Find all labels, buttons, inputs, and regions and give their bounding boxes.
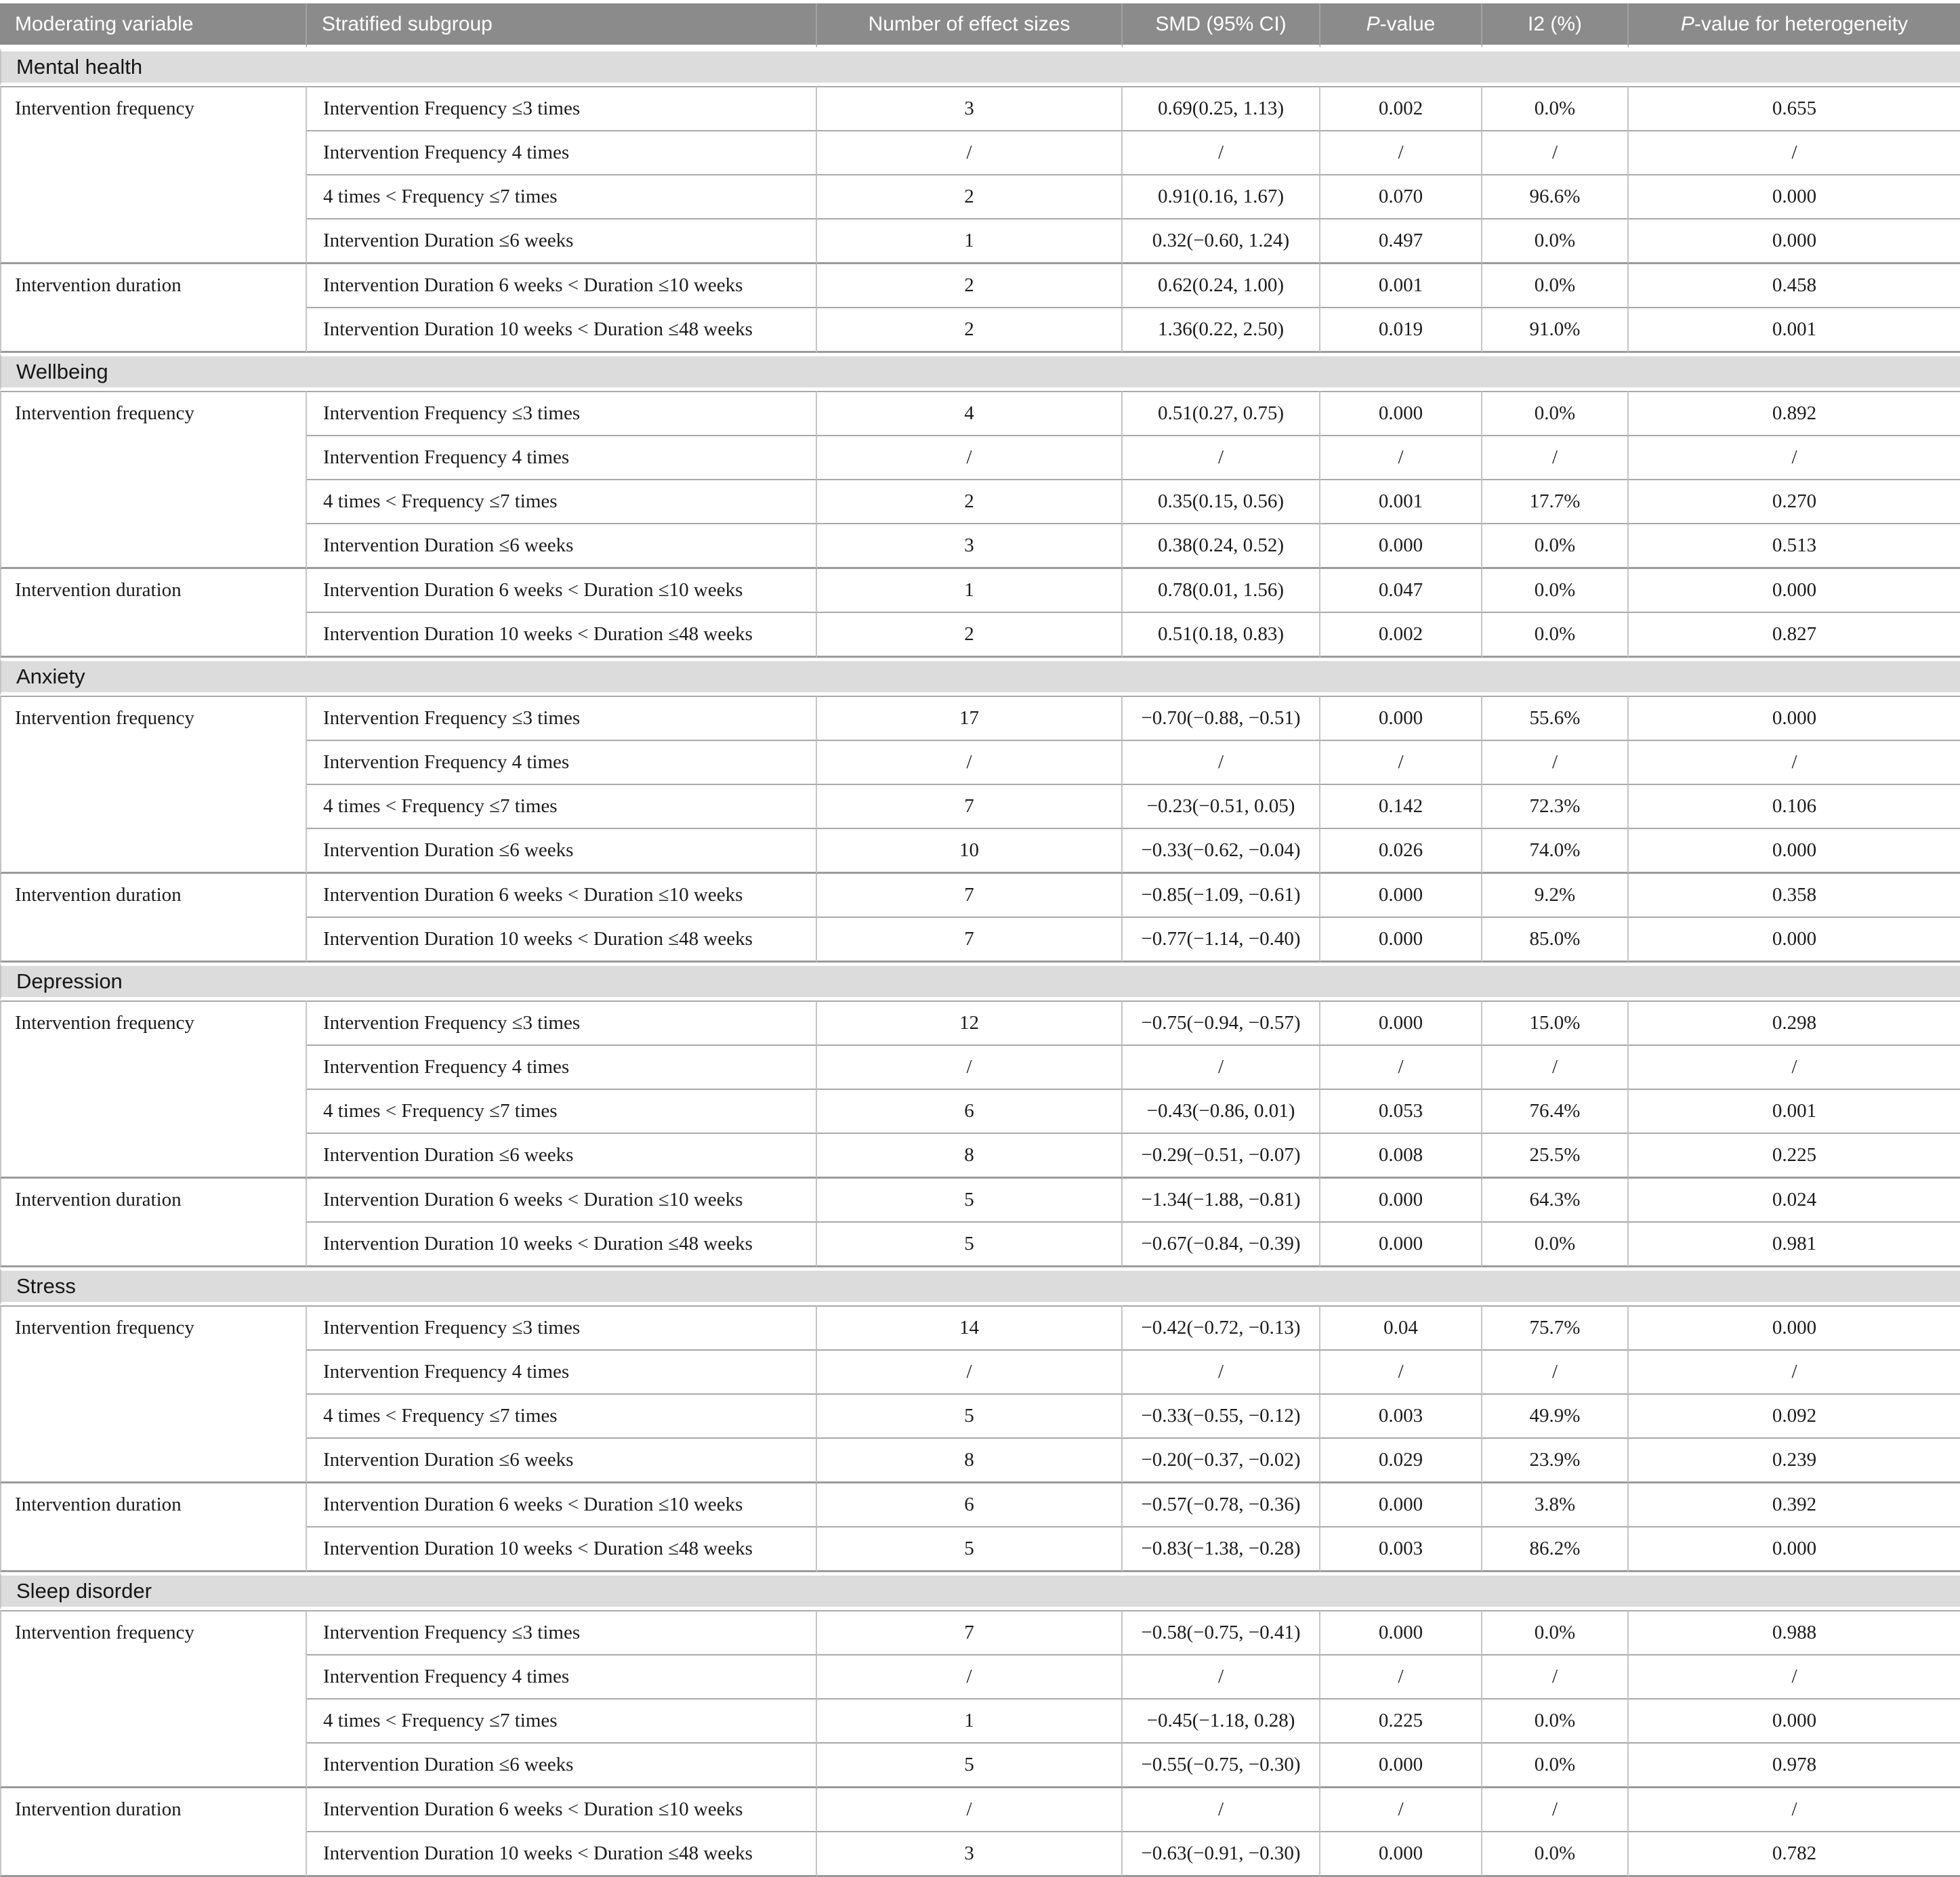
cell-i2: / [1482, 436, 1629, 480]
cell-subgroup: Intervention Duration 10 weeks < Duration ≤48 weeks [307, 1832, 817, 1877]
cell-i2: 0.0% [1482, 391, 1629, 436]
cell-i2: 76.4% [1482, 1090, 1629, 1134]
section-header: Sleep disorder [0, 1572, 1960, 1610]
cell-effect-sizes: 2 [817, 175, 1123, 219]
column-header-label: -value for heterogeneity [1694, 12, 1909, 35]
column-header-smd-95-ci [1123, 3, 1320, 48]
cell-smd: / [1123, 436, 1320, 480]
cell-smd: 0.69(0.25, 1.13) [1123, 86, 1320, 131]
section-row [0, 353, 1960, 391]
cell-i2: 0.0% [1482, 264, 1629, 308]
column-header-p-value [1320, 3, 1482, 48]
cell-subgroup: Intervention Frequency 4 times [307, 1655, 817, 1700]
cell-effect-sizes: 5 [817, 1744, 1123, 1788]
cell-subgroup: Intervention Frequency ≤3 times [307, 1305, 817, 1351]
cell-effect-sizes: / [817, 1655, 1123, 1700]
cell-p-heterogeneity: 0.239 [1629, 1439, 1960, 1483]
cell-effect-sizes: 8 [817, 1134, 1123, 1179]
cell-p-value: 0.000 [1320, 391, 1482, 436]
cell-effect-sizes: 8 [817, 1439, 1123, 1483]
cell-effect-sizes: 6 [817, 1090, 1123, 1134]
cell-subgroup: Intervention Duration 6 weeks < Duration ≤10 weeks [307, 1483, 817, 1527]
cell-subgroup: 4 times < Frequency ≤7 times [307, 1395, 817, 1439]
cell-smd: −0.57(−0.78, −0.36) [1123, 1483, 1320, 1527]
cell-p-heterogeneity: / [1629, 436, 1960, 480]
cell-subgroup: Intervention Frequency ≤3 times [307, 696, 817, 741]
cell-subgroup: Intervention Duration 10 weeks < Duration ≤48 weeks [307, 918, 817, 963]
cell-smd: −0.42(−0.72, −0.13) [1123, 1305, 1320, 1351]
cell-smd: 1.36(0.22, 2.50) [1123, 308, 1320, 353]
cell-p-heterogeneity: / [1629, 131, 1960, 175]
cell-p-heterogeneity: / [1629, 1351, 1960, 1395]
cell-subgroup: Intervention Frequency ≤3 times [307, 391, 817, 436]
cell-effect-sizes: 2 [817, 308, 1123, 353]
cell-effect-sizes: 7 [817, 874, 1123, 918]
cell-smd: / [1123, 741, 1320, 785]
cell-p-heterogeneity: 0.358 [1629, 874, 1960, 918]
table-row [0, 1483, 1960, 1527]
cell-p-heterogeneity: 0.000 [1629, 1305, 1960, 1351]
cell-i2: / [1482, 1351, 1629, 1395]
cell-smd: 0.38(0.24, 0.52) [1123, 524, 1320, 569]
cell-smd: −1.34(−1.88, −0.81) [1123, 1179, 1320, 1223]
cell-effect-sizes: 12 [817, 1000, 1123, 1046]
table-row [0, 391, 1960, 436]
cell-p-value: 0.003 [1320, 1527, 1482, 1572]
cell-i2: 0.0% [1482, 613, 1629, 658]
cell-smd: 0.32(−0.60, 1.24) [1123, 219, 1320, 264]
cell-p-heterogeneity: 0.298 [1629, 1000, 1960, 1046]
cell-p-heterogeneity: 0.092 [1629, 1395, 1960, 1439]
cell-smd: −0.33(−0.62, −0.04) [1123, 829, 1320, 874]
cell-subgroup: Intervention Frequency 4 times [307, 1046, 817, 1090]
cell-effect-sizes: 10 [817, 829, 1123, 874]
cell-smd: −0.33(−0.55, −0.12) [1123, 1395, 1320, 1439]
cell-smd: / [1123, 131, 1320, 175]
cell-subgroup: Intervention Duration 10 weeks < Duration ≤48 weeks [307, 1223, 817, 1267]
column-header-label-italic-p: P [1680, 12, 1694, 35]
cell-smd: −0.70(−0.88, −0.51) [1123, 696, 1320, 741]
cell-moderator: Intervention duration [0, 1483, 307, 1572]
section-row [0, 48, 1960, 86]
cell-smd: / [1123, 1655, 1320, 1700]
cell-effect-sizes: 14 [817, 1305, 1123, 1351]
cell-p-value: 0.000 [1320, 1483, 1482, 1527]
cell-subgroup: Intervention Frequency 4 times [307, 131, 817, 175]
cell-subgroup: Intervention Duration 6 weeks < Duration ≤10 weeks [307, 1179, 817, 1223]
table-row [0, 874, 1960, 918]
cell-smd: −0.20(−0.37, −0.02) [1123, 1439, 1320, 1483]
cell-subgroup: Intervention Duration 10 weeks < Duration ≤48 weeks [307, 308, 817, 353]
cell-p-value: 0.053 [1320, 1090, 1482, 1134]
section-header: Mental health [0, 48, 1960, 86]
cell-p-value: 0.019 [1320, 308, 1482, 353]
cell-smd: / [1123, 1788, 1320, 1832]
cell-i2: 0.0% [1482, 219, 1629, 264]
cell-subgroup: Intervention Frequency ≤3 times [307, 86, 817, 131]
cell-i2: 49.9% [1482, 1395, 1629, 1439]
cell-p-heterogeneity: 0.655 [1629, 86, 1960, 131]
cell-subgroup: Intervention Duration 6 weeks < Duration ≤10 weeks [307, 264, 817, 308]
cell-subgroup: 4 times < Frequency ≤7 times [307, 175, 817, 219]
table-row [0, 1179, 1960, 1223]
cell-effect-sizes: 3 [817, 1832, 1123, 1877]
cell-subgroup: 4 times < Frequency ≤7 times [307, 1700, 817, 1744]
cell-moderator: Intervention frequency [0, 391, 307, 569]
cell-p-value: 0.070 [1320, 175, 1482, 219]
cell-subgroup: Intervention Duration 6 weeks < Duration ≤10 weeks [307, 874, 817, 918]
cell-i2: 17.7% [1482, 480, 1629, 524]
cell-effect-sizes: 1 [817, 569, 1123, 613]
cell-p-value: / [1320, 741, 1482, 785]
cell-i2: 74.0% [1482, 829, 1629, 874]
header-row [0, 3, 1960, 48]
cell-p-value: 0.002 [1320, 613, 1482, 658]
cell-moderator: Intervention duration [0, 874, 307, 963]
table-row [0, 264, 1960, 308]
cell-effect-sizes: 2 [817, 613, 1123, 658]
cell-subgroup: 4 times < Frequency ≤7 times [307, 785, 817, 829]
cell-effect-sizes: 2 [817, 480, 1123, 524]
column-header-label: Stratified subgroup [322, 12, 493, 35]
section-row [0, 1267, 1960, 1305]
cell-smd: / [1123, 1351, 1320, 1395]
cell-effect-sizes: / [817, 1046, 1123, 1090]
cell-i2: 9.2% [1482, 874, 1629, 918]
cell-i2: 0.0% [1482, 524, 1629, 569]
cell-effect-sizes: / [817, 1788, 1123, 1832]
cell-smd: −0.85(−1.09, −0.61) [1123, 874, 1320, 918]
cell-p-value: 0.000 [1320, 1744, 1482, 1788]
cell-smd: −0.67(−0.84, −0.39) [1123, 1223, 1320, 1267]
cell-moderator: Intervention frequency [0, 696, 307, 874]
cell-p-value: / [1320, 1046, 1482, 1090]
cell-p-heterogeneity: / [1629, 1788, 1960, 1832]
cell-p-heterogeneity: 0.513 [1629, 524, 1960, 569]
cell-i2: 86.2% [1482, 1527, 1629, 1572]
cell-effect-sizes: 3 [817, 524, 1123, 569]
cell-smd: −0.43(−0.86, 0.01) [1123, 1090, 1320, 1134]
cell-subgroup: Intervention Frequency ≤3 times [307, 1000, 817, 1046]
cell-p-value: 0.008 [1320, 1134, 1482, 1179]
cell-i2: 72.3% [1482, 785, 1629, 829]
cell-effect-sizes: 5 [817, 1223, 1123, 1267]
section-header: Stress [0, 1267, 1960, 1305]
cell-i2: 0.0% [1482, 1700, 1629, 1744]
cell-smd: −0.55(−0.75, −0.30) [1123, 1744, 1320, 1788]
cell-smd: −0.45(−1.18, 0.28) [1123, 1700, 1320, 1744]
cell-i2: 3.8% [1482, 1483, 1629, 1527]
cell-smd: −0.83(−1.38, −0.28) [1123, 1527, 1320, 1572]
cell-effect-sizes: 7 [817, 785, 1123, 829]
cell-p-value: 0.142 [1320, 785, 1482, 829]
cell-p-value: 0.225 [1320, 1700, 1482, 1744]
column-header-label: Moderating variable [15, 12, 194, 35]
cell-effect-sizes: / [817, 1351, 1123, 1395]
cell-smd: −0.58(−0.75, −0.41) [1123, 1610, 1320, 1655]
cell-subgroup: Intervention Frequency 4 times [307, 741, 817, 785]
cell-i2: 23.9% [1482, 1439, 1629, 1483]
column-header-stratified-subgroup [307, 3, 817, 48]
cell-smd: 0.62(0.24, 1.00) [1123, 264, 1320, 308]
cell-i2: 0.0% [1482, 1744, 1629, 1788]
cell-effect-sizes: 3 [817, 86, 1123, 131]
cell-p-heterogeneity: / [1629, 1046, 1960, 1090]
column-header-label: -value [1379, 12, 1436, 35]
cell-i2: / [1482, 1655, 1629, 1700]
cell-effect-sizes: 1 [817, 219, 1123, 264]
cell-p-value: 0.047 [1320, 569, 1482, 613]
cell-p-value: 0.497 [1320, 219, 1482, 264]
cell-effect-sizes: 7 [817, 1610, 1123, 1655]
table-row [0, 1000, 1960, 1046]
cell-effect-sizes: / [817, 131, 1123, 175]
cell-p-value: 0.001 [1320, 264, 1482, 308]
cell-p-heterogeneity: 0.000 [1629, 696, 1960, 741]
table-row [0, 696, 1960, 741]
cell-effect-sizes: 5 [817, 1527, 1123, 1572]
section-header: Anxiety [0, 658, 1960, 696]
cell-p-heterogeneity: 0.000 [1629, 918, 1960, 963]
cell-p-value: 0.000 [1320, 696, 1482, 741]
cell-p-heterogeneity: 0.458 [1629, 264, 1960, 308]
column-header-label: Number of effect sizes [868, 12, 1070, 35]
cell-i2: 55.6% [1482, 696, 1629, 741]
cell-p-value: 0.000 [1320, 1223, 1482, 1267]
cell-smd: −0.23(−0.51, 0.05) [1123, 785, 1320, 829]
cell-p-heterogeneity: 0.001 [1629, 308, 1960, 353]
cell-moderator: Intervention duration [0, 1788, 307, 1877]
table-row [0, 86, 1960, 131]
cell-smd: 0.51(0.27, 0.75) [1123, 391, 1320, 436]
cell-p-value: 0.001 [1320, 480, 1482, 524]
cell-p-heterogeneity: 0.000 [1629, 569, 1960, 613]
cell-subgroup: Intervention Duration ≤6 weeks [307, 829, 817, 874]
cell-i2: / [1482, 131, 1629, 175]
cell-i2: 85.0% [1482, 918, 1629, 963]
table-row [0, 1788, 1960, 1832]
cell-smd: 0.35(0.15, 0.56) [1123, 480, 1320, 524]
cell-p-value: 0.026 [1320, 829, 1482, 874]
subgroup-analysis-table [0, 3, 1960, 1877]
cell-subgroup: Intervention Duration 6 weeks < Duration ≤10 weeks [307, 1788, 817, 1832]
cell-i2: 64.3% [1482, 1179, 1629, 1223]
cell-p-value: / [1320, 436, 1482, 480]
cell-smd: −0.63(−0.91, −0.30) [1123, 1832, 1320, 1877]
column-header-label-italic-p: P [1366, 12, 1380, 35]
cell-p-heterogeneity: 0.106 [1629, 785, 1960, 829]
cell-effect-sizes: 17 [817, 696, 1123, 741]
cell-i2: 0.0% [1482, 86, 1629, 131]
cell-effect-sizes: / [817, 436, 1123, 480]
cell-effect-sizes: 1 [817, 1700, 1123, 1744]
table-row [0, 569, 1960, 613]
cell-effect-sizes: 5 [817, 1395, 1123, 1439]
cell-p-value: / [1320, 1351, 1482, 1395]
table-row [0, 1305, 1960, 1351]
cell-p-value: / [1320, 1655, 1482, 1700]
cell-p-heterogeneity: 0.827 [1629, 613, 1960, 658]
cell-p-heterogeneity: 0.001 [1629, 1090, 1960, 1134]
cell-p-heterogeneity: 0.000 [1629, 829, 1960, 874]
cell-i2: / [1482, 741, 1629, 785]
cell-i2: 15.0% [1482, 1000, 1629, 1046]
cell-moderator: Intervention duration [0, 1179, 307, 1267]
cell-p-heterogeneity: 0.000 [1629, 219, 1960, 264]
cell-subgroup: 4 times < Frequency ≤7 times [307, 1090, 817, 1134]
cell-p-value: 0.029 [1320, 1439, 1482, 1483]
cell-subgroup: Intervention Frequency ≤3 times [307, 1610, 817, 1655]
cell-p-heterogeneity: 0.225 [1629, 1134, 1960, 1179]
column-header-number-of-effect-sizes [817, 3, 1123, 48]
cell-moderator: Intervention frequency [0, 86, 307, 264]
cell-smd: 0.91(0.16, 1.67) [1123, 175, 1320, 219]
cell-smd: −0.75(−0.94, −0.57) [1123, 1000, 1320, 1046]
cell-effect-sizes: / [817, 741, 1123, 785]
column-header-moderating-variable [0, 3, 307, 48]
cell-subgroup: Intervention Duration 6 weeks < Duration ≤10 weeks [307, 569, 817, 613]
cell-p-heterogeneity: 0.000 [1629, 1527, 1960, 1572]
cell-smd: −0.29(−0.51, −0.07) [1123, 1134, 1320, 1179]
cell-p-value: 0.000 [1320, 1000, 1482, 1046]
cell-effect-sizes: 2 [817, 264, 1123, 308]
cell-p-heterogeneity: / [1629, 1655, 1960, 1700]
cell-p-heterogeneity: 0.981 [1629, 1223, 1960, 1267]
cell-p-value: 0.000 [1320, 524, 1482, 569]
cell-smd: 0.78(0.01, 1.56) [1123, 569, 1320, 613]
column-header-p-value-heterogeneity [1629, 3, 1960, 48]
cell-p-heterogeneity: 0.000 [1629, 1700, 1960, 1744]
cell-i2: 0.0% [1482, 569, 1629, 613]
cell-effect-sizes: 7 [817, 918, 1123, 963]
cell-effect-sizes: 6 [817, 1483, 1123, 1527]
table-row [0, 1610, 1960, 1655]
cell-p-value: 0.003 [1320, 1395, 1482, 1439]
cell-p-heterogeneity: 0.978 [1629, 1744, 1960, 1788]
cell-subgroup: Intervention Duration ≤6 weeks [307, 1439, 817, 1483]
cell-subgroup: Intervention Duration ≤6 weeks [307, 219, 817, 264]
cell-moderator: Intervention duration [0, 569, 307, 658]
cell-subgroup: Intervention Duration ≤6 weeks [307, 524, 817, 569]
cell-smd: 0.51(0.18, 0.83) [1123, 613, 1320, 658]
cell-subgroup: Intervention Duration ≤6 weeks [307, 1744, 817, 1788]
cell-p-value: 0.000 [1320, 874, 1482, 918]
cell-subgroup: 4 times < Frequency ≤7 times [307, 480, 817, 524]
cell-subgroup: Intervention Frequency 4 times [307, 436, 817, 480]
cell-subgroup: Intervention Duration ≤6 weeks [307, 1134, 817, 1179]
section-row [0, 963, 1960, 1000]
cell-i2: 0.0% [1482, 1832, 1629, 1877]
cell-p-heterogeneity: 0.782 [1629, 1832, 1960, 1877]
cell-i2: 25.5% [1482, 1134, 1629, 1179]
cell-p-heterogeneity: 0.000 [1629, 175, 1960, 219]
cell-smd: −0.77(−1.14, −0.40) [1123, 918, 1320, 963]
cell-i2: 91.0% [1482, 308, 1629, 353]
cell-moderator: Intervention frequency [0, 1610, 307, 1788]
cell-moderator: Intervention frequency [0, 1000, 307, 1179]
cell-p-heterogeneity: 0.988 [1629, 1610, 1960, 1655]
cell-moderator: Intervention duration [0, 264, 307, 353]
cell-p-value: 0.04 [1320, 1305, 1482, 1351]
cell-p-heterogeneity: 0.892 [1629, 391, 1960, 436]
section-header: Depression [0, 963, 1960, 1000]
cell-p-heterogeneity: / [1629, 741, 1960, 785]
cell-effect-sizes: 5 [817, 1179, 1123, 1223]
column-header-label: SMD (95% CI) [1155, 12, 1287, 35]
cell-i2: / [1482, 1046, 1629, 1090]
cell-subgroup: Intervention Duration 10 weeks < Duration ≤48 weeks [307, 613, 817, 658]
column-header-label: I2 (%) [1527, 12, 1582, 35]
column-header-i2-percent [1482, 3, 1629, 48]
cell-i2: 96.6% [1482, 175, 1629, 219]
cell-smd: / [1123, 1046, 1320, 1090]
cell-subgroup: Intervention Duration 10 weeks < Duration ≤48 weeks [307, 1527, 817, 1572]
cell-i2: / [1482, 1788, 1629, 1832]
cell-p-heterogeneity: 0.024 [1629, 1179, 1960, 1223]
cell-moderator: Intervention frequency [0, 1305, 307, 1483]
cell-effect-sizes: 4 [817, 391, 1123, 436]
cell-p-value: 0.000 [1320, 918, 1482, 963]
cell-subgroup: Intervention Frequency 4 times [307, 1351, 817, 1395]
section-row [0, 658, 1960, 696]
cell-p-value: 0.002 [1320, 86, 1482, 131]
cell-p-value: 0.000 [1320, 1610, 1482, 1655]
cell-p-value: / [1320, 131, 1482, 175]
cell-i2: 0.0% [1482, 1610, 1629, 1655]
cell-p-value: / [1320, 1788, 1482, 1832]
cell-i2: 75.7% [1482, 1305, 1629, 1351]
cell-p-heterogeneity: 0.392 [1629, 1483, 1960, 1527]
section-header: Wellbeing [0, 353, 1960, 391]
cell-p-value: 0.000 [1320, 1179, 1482, 1223]
section-row [0, 1572, 1960, 1610]
cell-p-heterogeneity: 0.270 [1629, 480, 1960, 524]
cell-i2: 0.0% [1482, 1223, 1629, 1267]
cell-p-value: 0.000 [1320, 1832, 1482, 1877]
